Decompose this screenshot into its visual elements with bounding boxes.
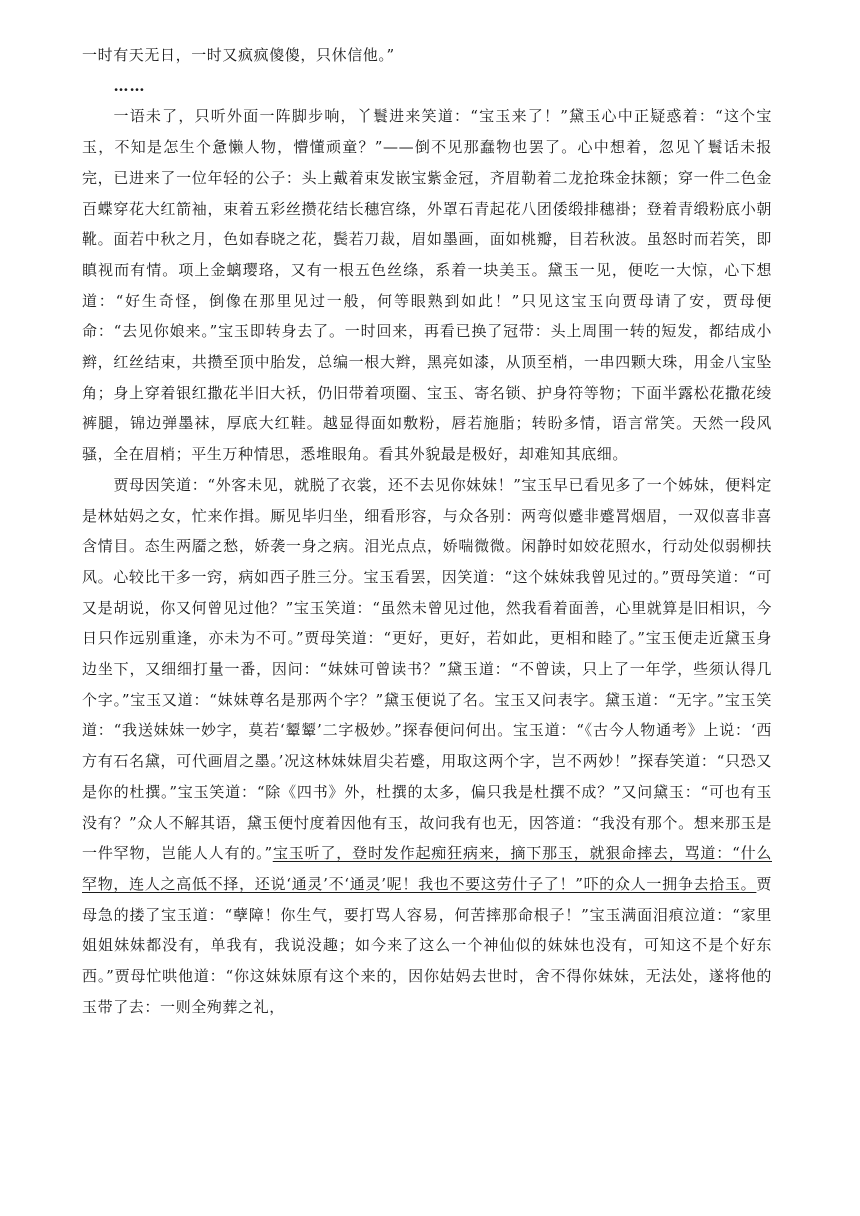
ellipsis: …… xyxy=(113,76,146,95)
underlined-passage: 宝玉听了，登时发作起痴狂病来，摘下那玉，就狠命摔去，骂道：“什么罕物，连人之高低不择，还说‘通灵’不‘通灵’呢！我也不要这劳什子了！”吓的众人一拥争去拾玉。 xyxy=(82,844,772,893)
paragraph-baoyu-arrives: 一语未了，只听外面一阵脚步响，丫鬟进来笑道：“宝玉来了！”黛玉心中正疑惑着：“这个宝玉，不知是怎生个惫懒人物，懵懂顽童？”——倒不见那蠢物也罢了。心中想着，忽见丫鬟话未报完，已进来了一位年轻的公子：头上戴着束发嵌宝紫金冠，齐眉勒着二龙抢珠金抹额；穿一件二色金百蝶穿花大红箭袖，束着五彩丝攒花结长穗宫绦，外罩石青起花八团倭缎排穗褂；登着青缎粉底小朝靴。面若中秋之月，色如春晓之花，鬓若刀裁，眉如墨画，面如桃瓣，目若秋波。虽怒时而若笑，即瞋视而有情。项上金螭璎珞，又有一根五色丝绦，系着一块美玉。黛玉一见，便吃一大惊，心下想道：“好生奇怪，倒像在那里见过一般，何等眼熟到如此！”只见这宝玉向贾母请了安，贾母便命：“去见你娘来。”宝玉即转身去了。一时回来，再看已换了冠带：头上周围一转的短发，都结成小辫，红丝结束，共攒至顶中胎发，总编一根大辫，黑亮如漆，从顶至梢，一串四颗大珠，用金八宝坠角；身上穿着银红撒花半旧大袄，仍旧带着项圈、宝玉、寄名锁、护身符等物；下面半露松花撒花绫裤腿，锦边弹墨袜，厚底大红鞋。越显得面如敷粉，唇若施脂；转盼多情，语言常笑。天然一段风骚，全在眉梢；平生万种情思，悉堆眼角。看其外貌最是极好，却难知其底细。 xyxy=(82,107,772,464)
paragraph-text-after: 贾母急的搂了宝玉道：“孽障！你生气，要打骂人容易，何苦摔那命根子！”宝玉满面泪痕泣道：“家里姐姐妹妹都没有，单我有，我说没趣；如今来了这么一个神仙似的妹妹也没有，可知这不是个好东西。”贾母忙哄他道：“你这妹妹原有这个来的，因你姑妈去世时，舍不得你妹妹，无法处，遂将他的玉带了去：一则全殉葬之礼， xyxy=(82,874,772,1016)
paragraph-baoyu-meets-daiyu xyxy=(82,470,772,1023)
document-page xyxy=(82,40,772,1023)
paragraph-text-before: 贾母因笑道：“外客未见，就脱了衣裳，还不去见你妹妹！”宝玉早已看见多了一个姊妹，便料定是林姑妈之女，忙来作揖。厮见毕归坐，细看形容，与众各别：两弯似蹙非蹙罥烟眉，一双似喜非喜含情目。态生两靥之愁，娇袭一身之病。泪光点点，娇喘微微。闲静时如姣花照水，行动处似弱柳扶风。心较比干多一窍，病如西子胜三分。宝玉看罢，因笑道：“这个妹妹我曾见过的。”贾母笑道：“可又是胡说，你又何曾见过他？”宝玉笑道：“虽然未曾见过他，然我看着面善，心里就算是旧相识，今日只作远别重逢，亦未为不可。”贾母笑道：“更好，更好，若如此，更相和睦了。”宝玉便走近黛玉身边坐下，又细细打量一番，因问：“妹妹可曾读书？”黛玉道：“不曾读，只上了一年学，些须认得几个字。”宝玉又道：“妹妹尊名是那两个字？”黛玉便说了名。宝玉又问表字。黛玉道：“无字。”宝玉笑道：“我送妹妹一妙字，莫若‘颦颦’二字极妙。”探春便问何出。宝玉道：“《古今人物通考》上说：‘西方有石名黛，可代画眉之墨。’况这林妹妹眉尖若蹙，用取这两个字，岂不两妙！”探春笑道：“只恐又是你的杜撰。”宝玉笑道：“除《四书》外，杜撰的太多，偏只我是杜撰不成？”又问黛玉：“可也有玉没有？”众人不解其语，黛玉便忖度着因他有玉，故问我有也无，因答道：“我没有那个。想来那玉是一件罕物，岂能人人有的。” xyxy=(82,475,772,863)
opening-line: 一时有天无日，一时又疯疯傻傻，只休信他。” xyxy=(82,46,395,64)
